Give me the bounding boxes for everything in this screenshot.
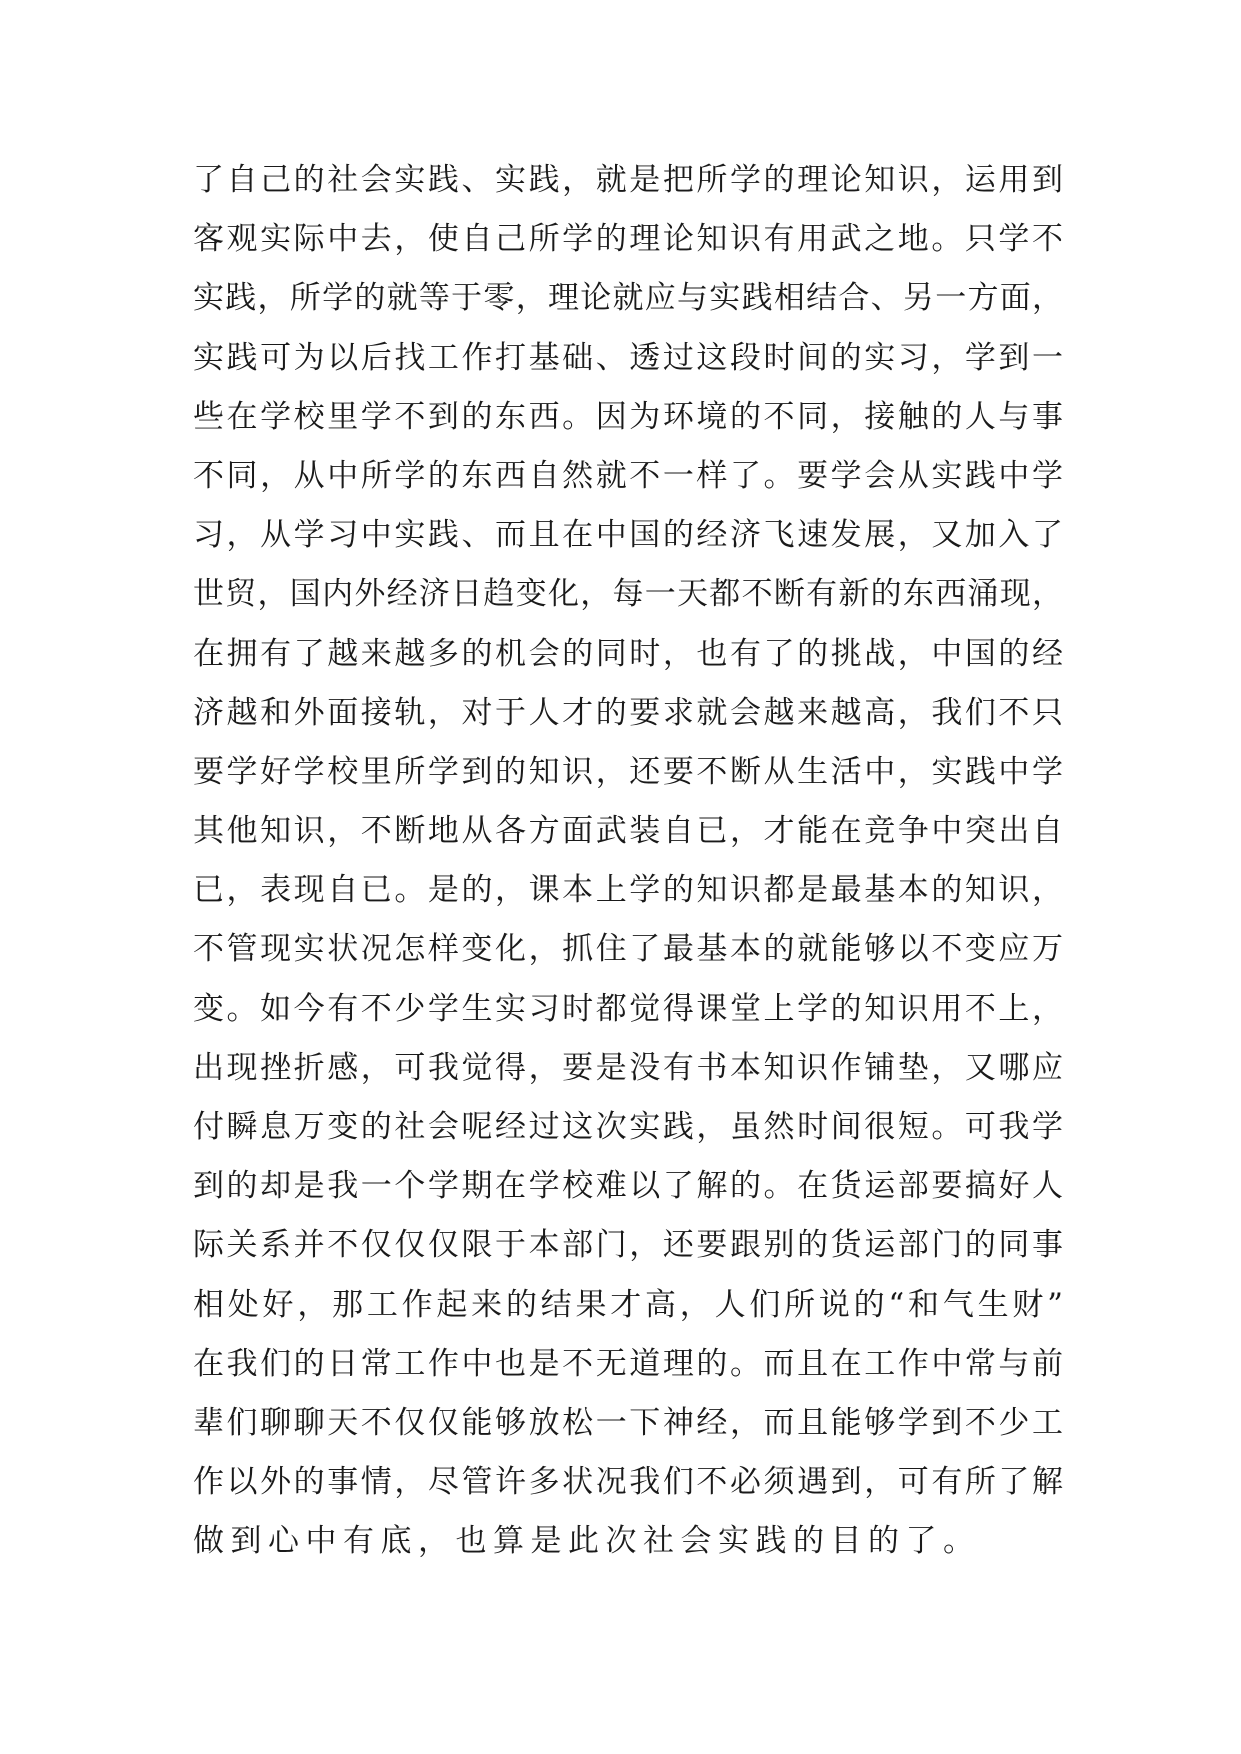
text-line: 习，从学习中实践、而且在中国的经济飞速发展，又加入了 bbox=[193, 517, 1063, 554]
text-line: 世贸，国内外经济日趋变化，每一天都不断有新的东西涌现， bbox=[193, 576, 1063, 613]
text-line: 在我们的日常工作中也是不无道理的。而且在工作中常与前 bbox=[193, 1345, 1063, 1382]
text-line: 出现挫折感，可我觉得，要是没有书本知识作铺垫，又哪应 bbox=[193, 1049, 1063, 1086]
text-line: 了自己的社会实践、实践，就是把所学的理论知识，运用到 bbox=[193, 162, 1063, 198]
text-line: 客观实际中去，使自己所学的理论知识有用武之地。只学不 bbox=[193, 221, 1063, 258]
text-line: 相处好，那工作起来的结果才高，人们所说的“和气生财” bbox=[193, 1286, 1063, 1323]
text-line: 变。如今有不少学生实习时都觉得课堂上学的知识用不上， bbox=[193, 990, 1063, 1027]
text-line: 已，表现自已。是的，课本上学的知识都是最基本的知识， bbox=[193, 872, 1063, 909]
text-line: 要学好学校里所学到的知识，还要不断从生活中，实践中学 bbox=[193, 753, 1063, 790]
text-line: 付瞬息万变的社会呢经过这次实践，虽然时间很短。可我学 bbox=[193, 1109, 1063, 1145]
text-line: 辈们聊聊天不仅仅能够放松一下神经，而且能够学到不少工 bbox=[193, 1404, 1063, 1441]
text-line: 实践可为以后找工作打基础、透过这段时间的实习，学到一 bbox=[193, 339, 1063, 376]
text-line: 在拥有了越来越多的机会的同时，也有了的挑战，中国的经 bbox=[193, 635, 1063, 672]
text-line: 济越和外面接轨，对于人才的要求就会越来越高，我们不只 bbox=[193, 694, 1063, 731]
text-line: 不管现实状况怎样变化，抓住了最基本的就能够以不变应万 bbox=[193, 931, 1063, 968]
text-line: 其他知识，不断地从各方面武装自已，才能在竞争中突出自 bbox=[193, 813, 1063, 850]
text-line: 些在学校里学不到的东西。因为环境的不同，接触的人与事 bbox=[193, 398, 1063, 435]
text-line: 不同，从中所学的东西自然就不一样了。要学会从实践中学 bbox=[193, 457, 1063, 494]
text-line: 际关系并不仅仅仅限于本部门，还要跟别的货运部门的同事 bbox=[193, 1227, 1063, 1264]
text-line: 作以外的事情，尽管许多状况我们不必须遇到，可有所了解 bbox=[193, 1464, 1063, 1501]
body-paragraph bbox=[193, 151, 1063, 1572]
text-line: 实践，所学的就等于零，理论就应与实践相结合、另一方面， bbox=[193, 280, 1063, 317]
text-line: 到的却是我一个学期在学校难以了解的。在货运部要搞好人 bbox=[193, 1168, 1063, 1205]
text-line: 做到心中有底，也算是此次社会实践的目的了。 bbox=[193, 1523, 981, 1560]
